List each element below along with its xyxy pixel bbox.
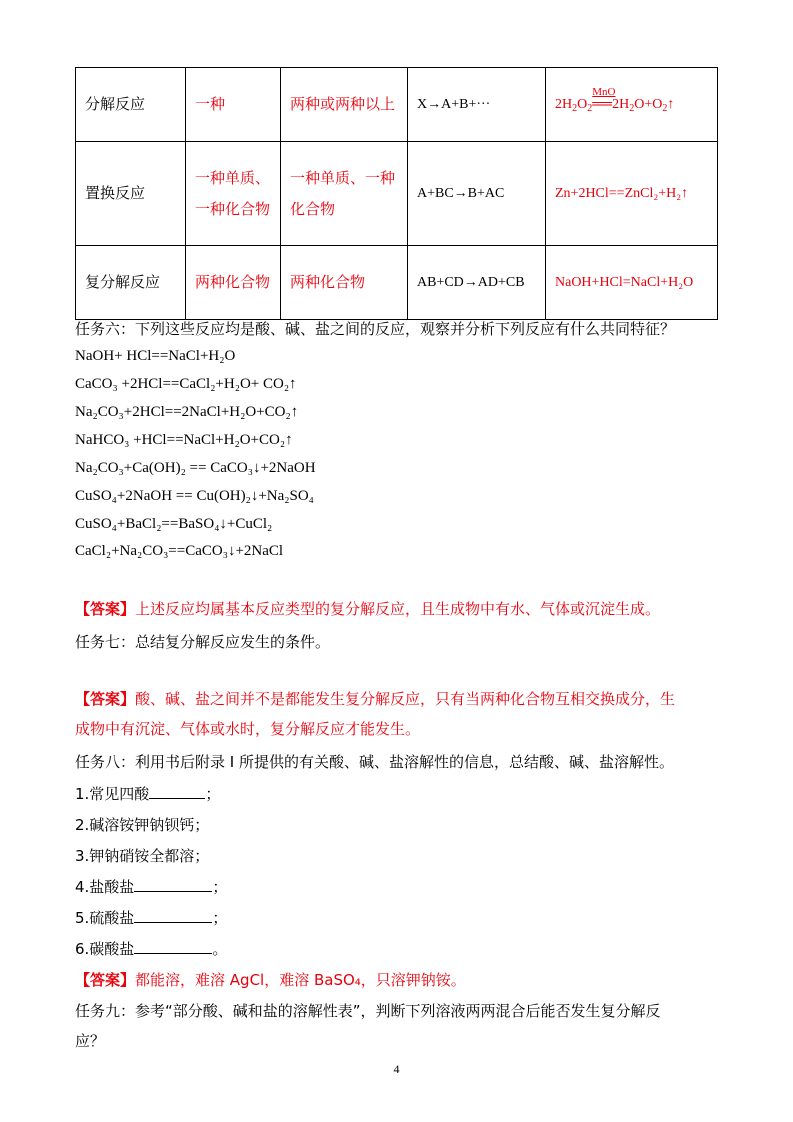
item-text: 6.碳酸盐 — [75, 940, 135, 958]
task7-prompt: 任务七：总结复分解反应发生的条件。 — [75, 633, 331, 651]
answer-text: 酸、碱、盐之间并不是都能发生复分解反应，只有当两种化合物互相交换成分，生 — [135, 690, 676, 708]
task8-answer — [75, 969, 466, 990]
answer-blank[interactable] — [149, 783, 205, 799]
equation-line: NaHCO₃ +HCl==NaCl+H₂O+CO₂↑ — [75, 432, 293, 448]
pattern-cell: A+BC→B+AC — [408, 142, 546, 246]
item-text: 4.盐酸盐 — [75, 878, 135, 896]
item-end: ； — [212, 909, 228, 927]
reactants-cell: 一种 — [186, 68, 281, 142]
table-row — [76, 68, 718, 142]
reaction-types-table — [75, 67, 718, 320]
page-number: 4 — [393, 1062, 400, 1076]
equation-line: Na₂CO₃+2HCl==2NaCl+H₂O+CO₂↑ — [75, 404, 299, 420]
equation-line: CuSO₄+BaCl₂==BaSO₄↓+CuCl₂ — [75, 516, 273, 532]
reaction-type-cell: 置换反应 — [76, 142, 186, 246]
task9-prompt: 任务九：参考“部分酸、碱和盐的溶解性表”，判断下列溶液两两混合后能否发生复分解反 — [75, 1002, 661, 1020]
task8-prompt: 任务八：利用书后附录 I 所提供的有关酸、碱、盐溶解性的信息，总结酸、碱、盐溶解性。 — [75, 753, 674, 771]
example-cell: $2H_2O_2$ MnO $══2H_2O+O_2↑$ — [546, 68, 718, 142]
answer-tag: 【答案】 — [75, 600, 136, 618]
answer-text: 上述反应均属基本反应类型的复分解反应，且生成物中有水、气体或沉淀生成。 — [135, 600, 661, 618]
products-cell: 两种化合物 — [281, 246, 408, 320]
example-cell: NaOH+HCl=NaCl+H₂O — [546, 246, 718, 320]
pattern-cell: AB+CD→AD+CB — [408, 246, 546, 320]
reactants-cell: 两种化合物 — [186, 246, 281, 320]
task6-prompt: 任务六：下列这些反应均是酸、碱、盐之间的反应，观察并分析下列反应有什么共同特征？ — [75, 320, 676, 338]
solubility-item — [75, 876, 227, 897]
equation-line: Na₂CO₃+Ca(OH)₂ == CaCO₃↓+2NaOH — [75, 460, 316, 476]
table-row — [76, 142, 718, 246]
answer-tag: 【答案】 — [75, 971, 136, 989]
answer-blank[interactable] — [134, 907, 212, 923]
item-end: ； — [212, 878, 228, 896]
equation-line: CuSO₄+2NaOH == Cu(OH)₂↓+Na₂SO₄ — [75, 488, 314, 504]
reaction-type-cell: 复分解反应 — [76, 246, 186, 320]
products-cell: 一种单质、一种化合物 — [281, 142, 408, 246]
item-end: 。 — [212, 940, 228, 958]
item-text: 3.钾钠硝铵全都溶； — [75, 847, 210, 865]
table-row — [76, 246, 718, 320]
equation-line: CaCl₂+Na₂CO₃==CaCO₃↓+2NaCl — [75, 543, 284, 559]
item-text: 2.碱溶铵钾钠钡钙； — [75, 816, 210, 834]
solubility-item — [75, 907, 227, 928]
reactants-cell: 一种单质、一种化合物 — [186, 142, 281, 246]
reaction-type-cell: 分解反应 — [76, 68, 186, 142]
task9-prompt-continued: 应？ — [75, 1032, 106, 1050]
solubility-item — [75, 814, 209, 835]
answer-blank[interactable] — [134, 876, 212, 892]
item-end: ； — [205, 785, 221, 803]
answer-tag: 【答案】 — [75, 690, 136, 708]
task6-answer — [75, 598, 660, 619]
answer-text: 都能溶，难溶 AgCl，难溶 BaSO₄，只溶钾钠铵。 — [135, 971, 466, 989]
answer-blank[interactable] — [134, 938, 212, 954]
example-cell: Zn+2HCl==ZnCl₂+H₂↑ — [546, 142, 718, 246]
equation-line: CaCO₃ +2HCl==CaCl₂+H₂O+ CO₂↑ — [75, 376, 297, 392]
task7-answer — [75, 688, 675, 709]
catalyst-label: MnO — [592, 86, 616, 98]
task7-answer-continued: 成物中有沉淀、气体或水时，复分解反应才能发生。 — [75, 720, 421, 738]
products-cell: 两种或两种以上 — [281, 68, 408, 142]
equation-line: NaOH+ HCl==NaCl+H₂O — [75, 348, 236, 364]
solubility-item — [75, 938, 227, 959]
item-text: 1.常见四酸 — [75, 785, 150, 803]
solubility-item — [75, 783, 220, 804]
pattern-cell: X→A+B+··· — [408, 68, 546, 142]
solubility-item — [75, 845, 209, 866]
item-text: 5.硫酸盐 — [75, 909, 135, 927]
